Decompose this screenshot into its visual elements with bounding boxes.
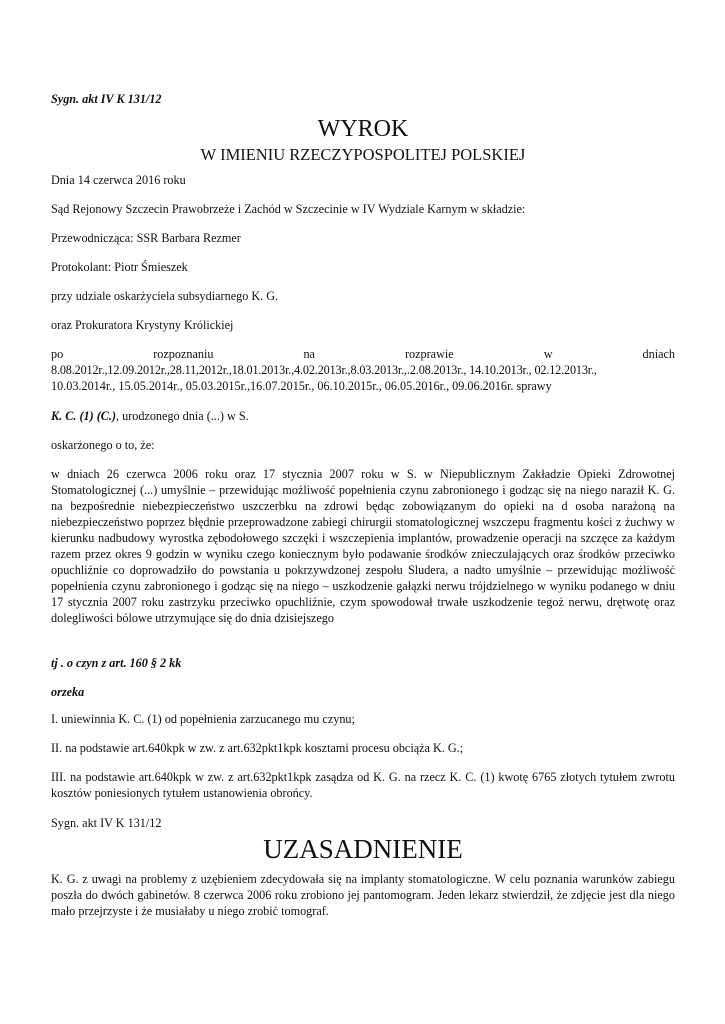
legal-basis: tj . o czyn z art. 160 § 2 kk — [51, 656, 182, 670]
accusation-intro: oskarżonego o to, że: — [51, 438, 155, 452]
justification-title: UZASADNIENIE — [263, 834, 463, 864]
verdict-subtitle: W IMIENIU RZECZYPOSPOLITEJ POLSKIEJ — [200, 145, 526, 164]
public-prosecutor: oraz Prokuratora Krystyny Królickiej — [51, 318, 234, 332]
ruling-item-2: II. na podstawie art.640kpk w zw. z art.632pkt1kpk kosztami procesu obciąża K. G.; — [51, 741, 464, 755]
defendant-details: , urodzonego dnia (...) w S. — [116, 409, 249, 423]
justification-text: K. G. z uwagi na problemy z uzębieniem zdecydowała się na implanty stomatologiczne. W celu poznania warunków zabiegu poszła do dwóch gabinetów. 8 czerwca 2006 roku zrobiono jej pantomogram. Jeden lekarz stwierdził, że zdjęcie jest dla niego mało przejrzyste i że musiałaby u niego zrobić tomograf. — [51, 872, 675, 918]
hearing-dates-line-2: 10.03.2014r., 15.05.2014r., 05.03.2015r.,16.07.2015r., 06.10.2015r., 06.05.2016r., 09.06.2016r. sprawy — [51, 379, 552, 393]
ruling-item-3: III. na podstawie art.640kpk w zw. z art.632pkt1kpk zasądza od K. G. na rzecz K. C. (1) kwotę 6765 złotych tytułem zwrotu kosztów poniesionych tytułem ustanowienia obrońcy. — [51, 770, 675, 800]
hearing-word: po — [51, 347, 64, 361]
hearing-word: rozpoznaniu — [153, 347, 214, 361]
case-signature-bottom: Sygn. akt IV K 131/12 — [51, 816, 162, 830]
ruling-item-1: I. uniewinnia K. C. (1) od popełnienia zarzucanego mu czynu; — [51, 712, 355, 726]
hearing-word: rozprawie — [404, 347, 454, 361]
subsidiary-prosecutor: przy udziale oskarżyciela subsydiarnego K. G. — [51, 289, 279, 303]
court-composition: Sąd Rejonowy Szczecin Prawobrzeże i Zachód w Szczecinie w IV Wydziale Karnym w składzie: — [51, 202, 526, 216]
presiding-judge: Przewodnicząca: SSR Barbara Rezmer — [51, 231, 241, 245]
hearing-word: na — [303, 347, 315, 361]
ruling-label: orzeka — [51, 685, 85, 699]
verdict-date: Dnia 14 czerwca 2016 roku — [51, 173, 186, 187]
defendant-line — [51, 408, 675, 424]
charge-text: w dniach 26 czerwca 2006 roku oraz 17 stycznia 2007 roku w S. w Niepublicznym Zakładzie Opieki Zdrowotnej Stomatologicznej (...) umyślnie – przewidując możliwość popełnienia czynu zabronionego i godząc się na niego naraził K. G. na bezpośrednie niebezpieczeństwo uszczerbku na zdrowi będąc zobowiązanym do opieki na d osoba narażoną na niebezpieczeństwo poprzez błędnie przeprowadzone zabiegi chirurgii stomatologicznej wszczepu fragmentu kości z żuchwy w kierunku nadbudowy wyrostka zębodołowego szczęki i wszczepienia implantów, prowadzenie operacji na szczęce za każdym razem przez okres 9 godzin w wyniku czego koniecznym było podawanie środków znieczulających oraz środków przeciwko opuchliźnie co doprowadziło do powstania u pokrzywdzonej zespołu Sludera, a nadto umyślnie – przewidując możliwość popełnienia czynu zabronionego i godząc się na niego – uszkodzenie gałązki nerwu trójdzielnego w wyniku podanego w dniu 17 stycznia 2007 roku zastrzyku przeciwko opuchliźnie, czym spowodował trwałe uszkodzenie tegoż nerwu, drętwotę oraz dolegliwości bólowe utrzymujące się do dnia dzisiejszego — [51, 467, 675, 625]
hearing-word: w — [543, 347, 553, 361]
hearing-dates-line-1: 8.08.2012r.,12.09.2012r.,28.11,2012r.,18.01.2013r.,4.02.2013r.,8.03.2013r.,.2.08.2013r., 14.10.2013r., 02.12.2013r., — [51, 363, 597, 377]
verdict-title: WYROK — [317, 116, 409, 142]
hearing-word: dniach — [642, 347, 675, 361]
case-signature-top: Sygn. akt IV K 131/12 — [51, 92, 162, 106]
court-clerk: Protokolant: Piotr Śmieszek — [51, 260, 188, 274]
hearing-intro-line — [51, 346, 675, 362]
defendant-name: K. C. (1) (C.) — [51, 409, 116, 423]
